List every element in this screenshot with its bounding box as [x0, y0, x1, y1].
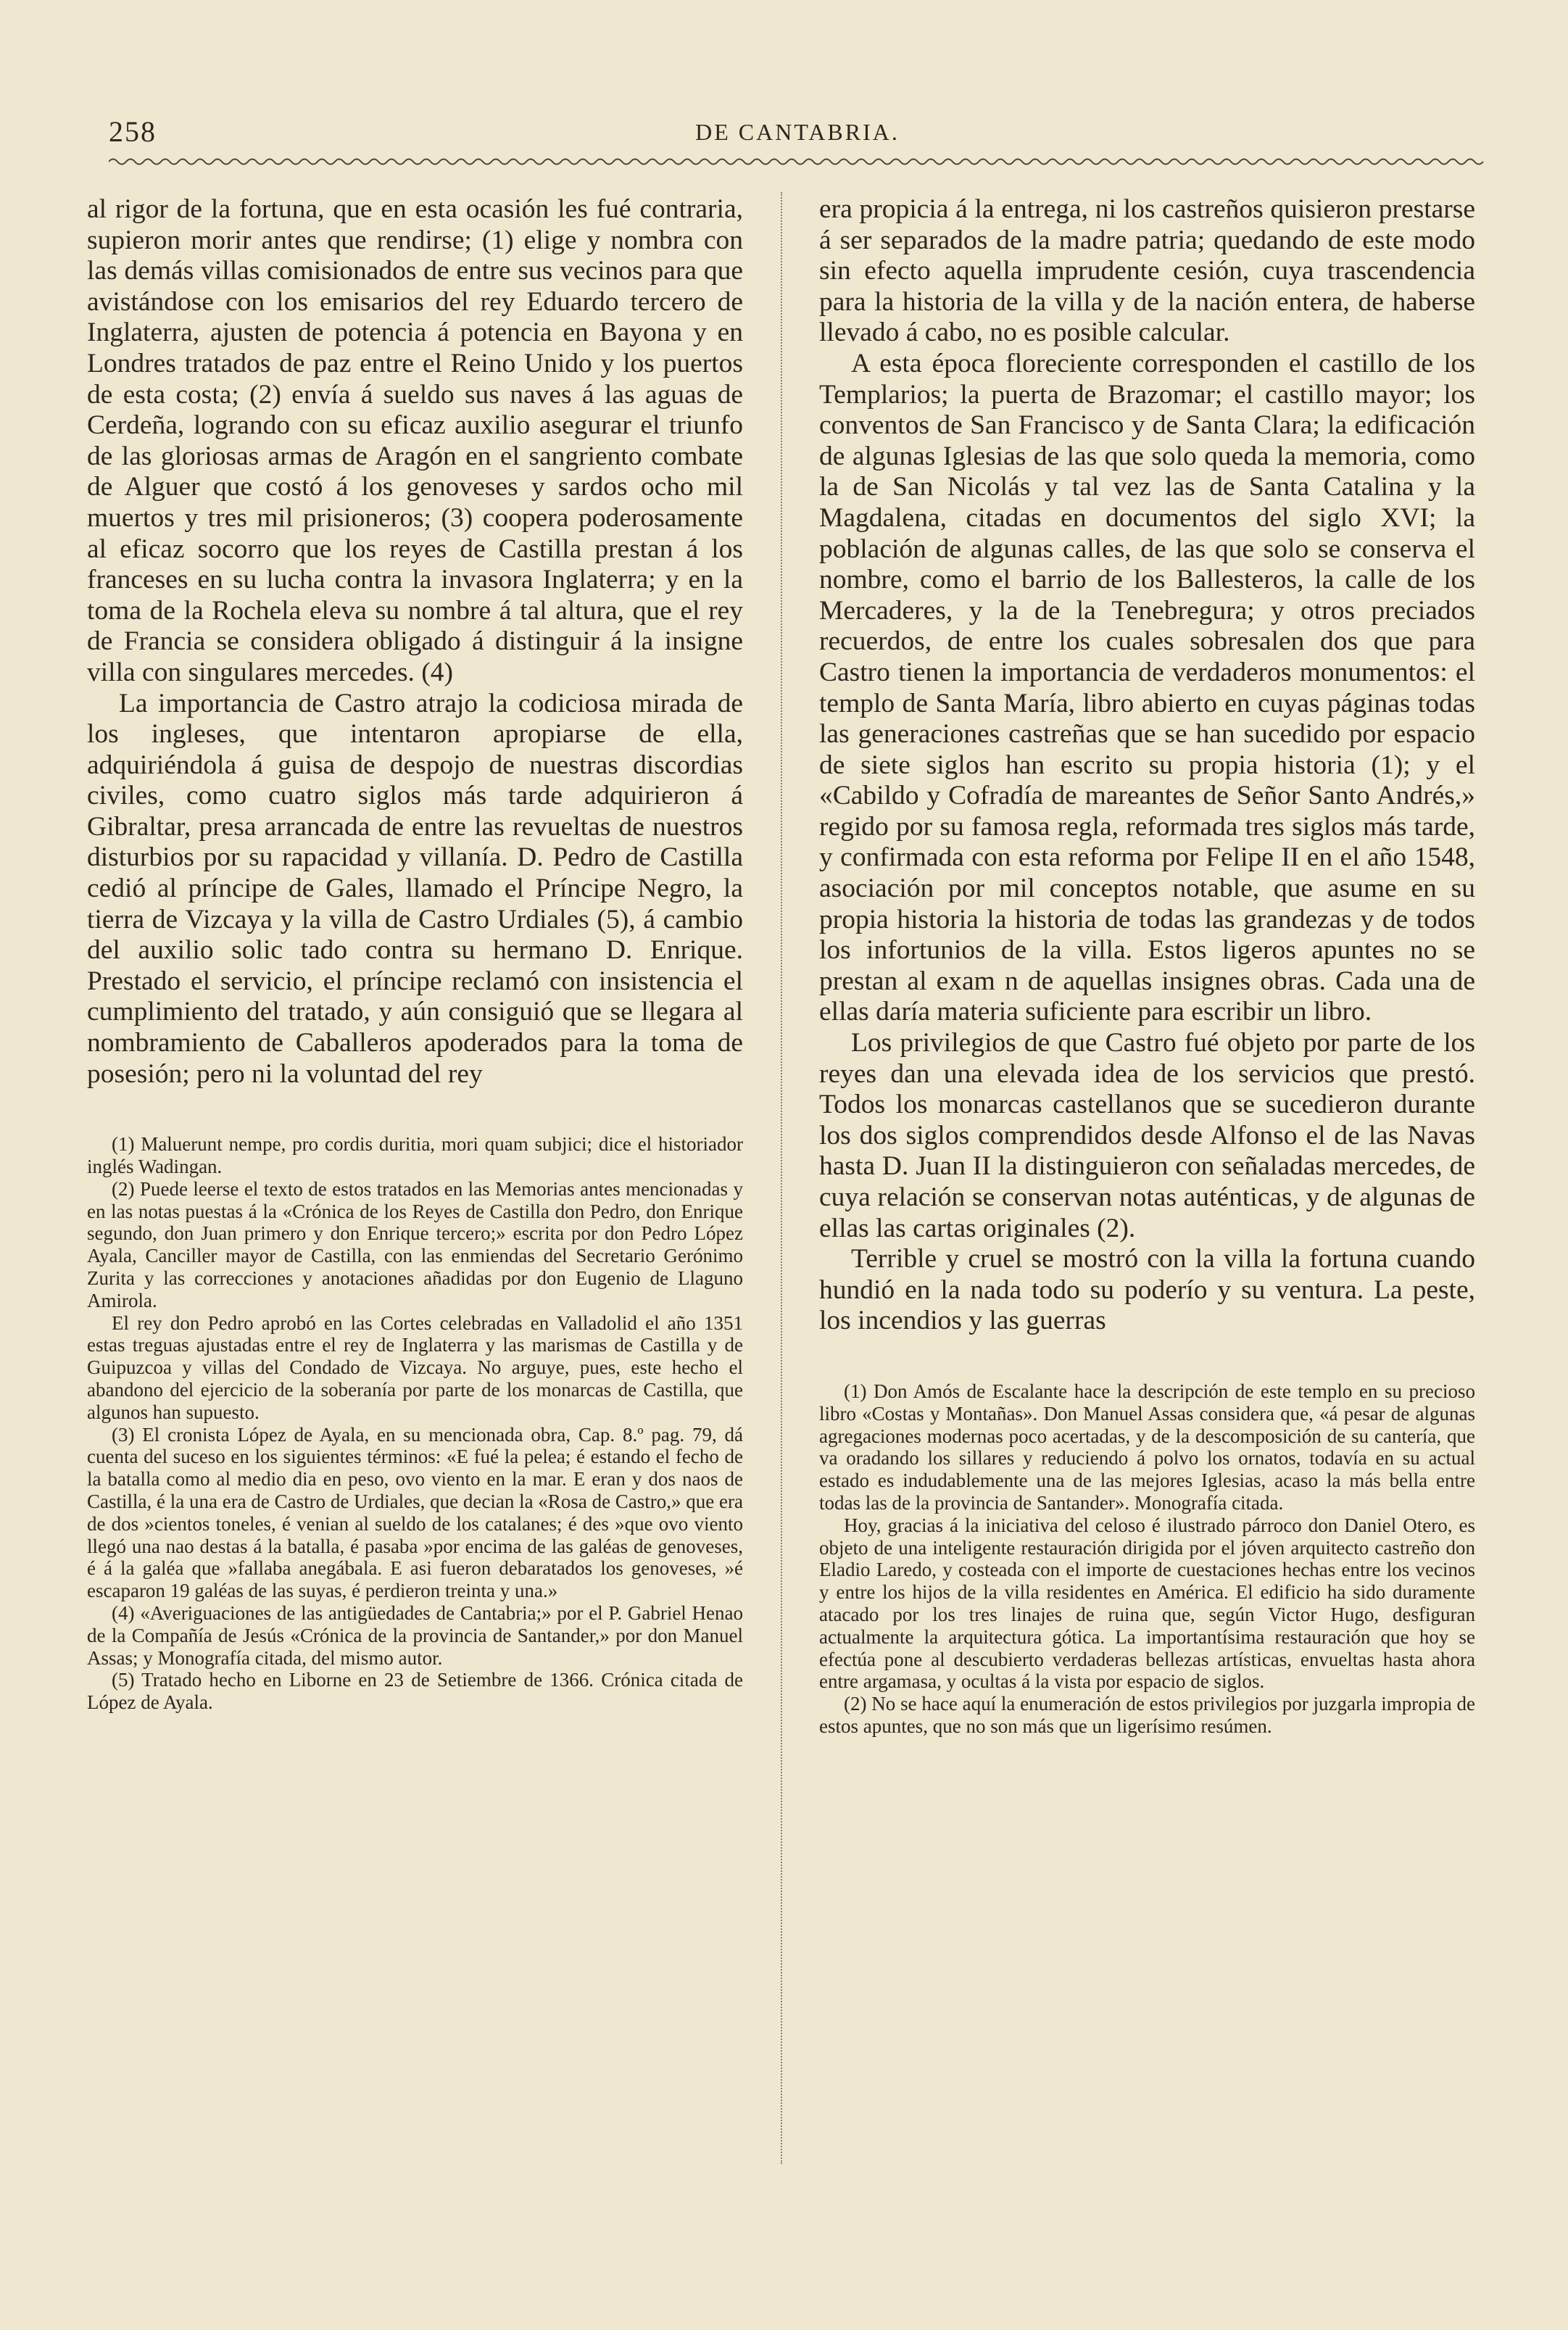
paragraph: A esta época floreciente corresponden el castillo de los Templarios; la puerta de Brazomar; el castillo mayor; los conventos de San Francisco y de Santa Clara; la edificación de algunas Iglesias de las que solo queda la memoria, como la de San Nicolás y tal vez las de Santa Catalina y la Magdalena, citadas en documentos del siglo XVI; la población de algunas calles, de las que solo se conserva el nombre, como el barrio de los Ballesteros, la calle de los Mercaderes, y la de la Tenebregura; y otros preciados recuerdos, de entre los cuales sobresalen dos que para Castro tienen la importancia de verdaderos monumentos: el templo de Santa María, libro abierto en cuyas páginas todas las generaciones castreñas que se han sucedido por espacio de siete siglos han escrito su propia historia (1); y el «Cabildo y Cofradía de mareantes de Señor Santo Andrés,» regido por su famosa regla, reformada tres siglos más tarde, y confirmada con esta reforma por Felipe II en el año 1548, asociación por mil conceptos notable, que asume en su propia historia la historia de todas las grandezas y de todos los infortunios de la villa. Estos ligeros apuntes no se prestan al exam n de aquellas insignes obras. Cada una de ellas daría materia suficiente para escribir un libro.	[819, 348, 1475, 1027]
paragraph: Terrible y cruel se mostró con la villa la fortuna cuando hundió en la nada todo su poderío y su ventura. La peste, los incendios y las guerras	[819, 1244, 1475, 1336]
right-column	[819, 194, 1475, 1738]
footnote: (1) Don Amós de Escalante hace la descripción de este templo en su precioso libro «Costas y Montañas». Don Manuel Assas considera que, «á pesar de algunas agregaciones modernas poco acertadas, y de la descomposición de su cantería, que va oradando los sillares y reduciendo á polvo los ornatos, todavía en su actual estado es indudablemente una de las mejores Iglesias, acaso la más bella entre todas las de la provincia de Santander». Monografía citada.	[819, 1380, 1475, 1514]
footnote: Hoy, gracias á la iniciativa del celoso é ilustrado párroco don Daniel Otero, es objeto de una inteligente restauración dirigida por el jóven arquitecto castreño don Eladio Laredo, y costeada con el importe de cuestaciones hechas entre los vecinos y entre los hijos de la villa residentes en América. El edificio ha sido duramente atacado por los tres linajes de ruina que, según Victor Hugo, desfiguran actualmente la arquitectura gótica. La importantísima restauración que hoy se efectúa pone al descubierto verdaderas bellezas artísticas, envueltas hasta ahora entre argamasa, y ocultas á la vista por espacio de siglos.	[819, 1514, 1475, 1693]
left-body	[87, 194, 743, 1090]
ornamental-rule	[109, 157, 1490, 167]
footnote: (1) Maluerunt nempe, pro cordis duritia, mori quam subjici; dice el historiador inglés Wadingan.	[87, 1133, 743, 1178]
paragraph: era propicia á la entrega, ni los castreños quisieron prestarse á ser separados de la madre patria; quedando de este modo sin efecto aquella imprudente cesión, cuya trascendencia para la historia de la villa y de la nación entera, de haberse llevado á cabo, no es posible calcular.	[819, 194, 1475, 348]
footnote: (2) No se hace aquí la enumeración de estos privilegios por juzgarla impropia de estos apuntes, que no son más que un ligerísimo resúmen.	[819, 1693, 1475, 1737]
right-body	[819, 194, 1475, 1337]
page-number: 258	[109, 115, 157, 148]
left-column	[87, 194, 743, 1714]
running-title: DE CANTABRIA.	[695, 119, 900, 145]
page-header	[109, 115, 1486, 158]
paragraph: Los privilegios de que Castro fué objeto por parte de los reyes dan una elevada idea de los servicios que prestó. Todos los monarcas castellanos que se sucedieron durante los dos siglos comprendidos desde Alfonso el de las Navas hasta D. Juan II la distinguieron con señaladas mercedes, de cuya relación se conservan notas auténticas, y de algunas de ellas las cartas originales (2).	[819, 1028, 1475, 1243]
paragraph: La importancia de Castro atrajo la codiciosa mirada de los ingleses, que intentaron apropiarse de ella, adquiriéndola á guisa de despojo de nuestras discordias civiles, como cuatro siglos más tarde adquirieron á Gibraltar, presa arrancada de entre las revueltas de nuestros disturbios por su rapacidad y villanía. D. Pedro de Castilla cedió al príncipe de Gales, llamado el Príncipe Negro, la tierra de Vizcaya y la villa de Castro Urdiales (5), á cambio del auxilio solic tado contra su hermano D. Enrique. Prestado el servicio, el príncipe reclamó con insistencia el cumplimiento del tratado, y aún consiguió que se llegara al nombramiento de Caballeros apoderados para la toma de posesión; pero ni la voluntad del rey	[87, 688, 743, 1089]
footnote: (5) Tratado hecho en Liborne en 23 de Setiembre de 1366. Crónica citada de López de Ayala.	[87, 1669, 743, 1714]
footnote: (2) Puede leerse el texto de estos tratados en las Memorias antes mencionadas y en las notas puestas á la «Crónica de los Reyes de Castilla don Pedro, don Enrique segundo, don Juan primero y don Enrique tercero;» escrita por don Pedro López Ayala, Canciller mayor de Castilla, con las enmiendas del Secretario Gerónimo Zurita y las correcciones y anotaciones añadidas por don Eugenio de Llaguno Amirola.	[87, 1177, 743, 1311]
paragraph: al rigor de la fortuna, que en esta ocasión les fué contraria, supieron morir antes que rendirse; (1) elige y nombra con las demás villas comisionados de entre sus vecinos para que avistándose con los emisarios del rey Eduardo tercero de Inglaterra, ajusten de potencia á potencia en Bayona y en Londres tratados de paz entre el Reino Unido y los puertos de esta costa; (2) envía á sueldo sus naves á las aguas de Cerdeña, logrando con su eficaz auxilio asegurar el triunfo de las gloriosas armas de Aragón en el sangriento combate de Alguer que costó á los genoveses y sardos ocho mil muertos y tres mil prisioneros; (3) coopera poderosamente al eficaz socorro que los reyes de Castilla prestan á los franceses en su lucha contra la invasora Inglaterra; y en la toma de la Rochela eleva su nombre á tal altura, que el rey de Francia se considera obligado á distinguir á la insigne villa con singulares mercedes. (4)	[87, 194, 743, 687]
column-divider	[781, 192, 782, 2164]
footnote: (3) El cronista López de Ayala, en su mencionada obra, Cap. 8.º pag. 79, dá cuenta del suceso en los siguientes términos: «E fué la pelea; é estando el fecho de la batalla como al medio dia en peso, ovo viento en la mar. E eran y dos naos de Castilla, é la una era de Castro de Urdiales, que decian la «Rosa de Castro,» que era de dos »cientos toneles, é venian al sueldo de los catalanes; é des »que ovo viento llegó una nao destas á la batalla, é pasaba »por encima de las galéas de genoveses, é á la galéa que »fallaba anegábala. E asi fueron debaratados los genoveses, »é escaparon 19 galéas de las suyas, é perdieron treinta y una.»	[87, 1423, 743, 1602]
left-footnotes	[87, 1133, 743, 1714]
footnote: (4) «Averiguaciones de las antigüedades de Cantabria;» por el P. Gabriel Henao de la Compañía de Jesús «Crónica de la provincia de Santander,» por don Manuel Assas; y Monografía citada, del mismo autor.	[87, 1601, 743, 1669]
right-footnotes	[819, 1380, 1475, 1738]
footnote: El rey don Pedro aprobó en las Cortes celebradas en Valladolid el año 1351 estas treguas ajustadas entre el rey de Inglaterra y las marismas de Castilla y de Guipuzcoa y villas del Condado de Vizcaya. No arguye, pues, este hecho el abandono del ejercicio de la soberanía por parte de los monarcas de Castilla, que algunos han supuesto.	[87, 1311, 743, 1423]
